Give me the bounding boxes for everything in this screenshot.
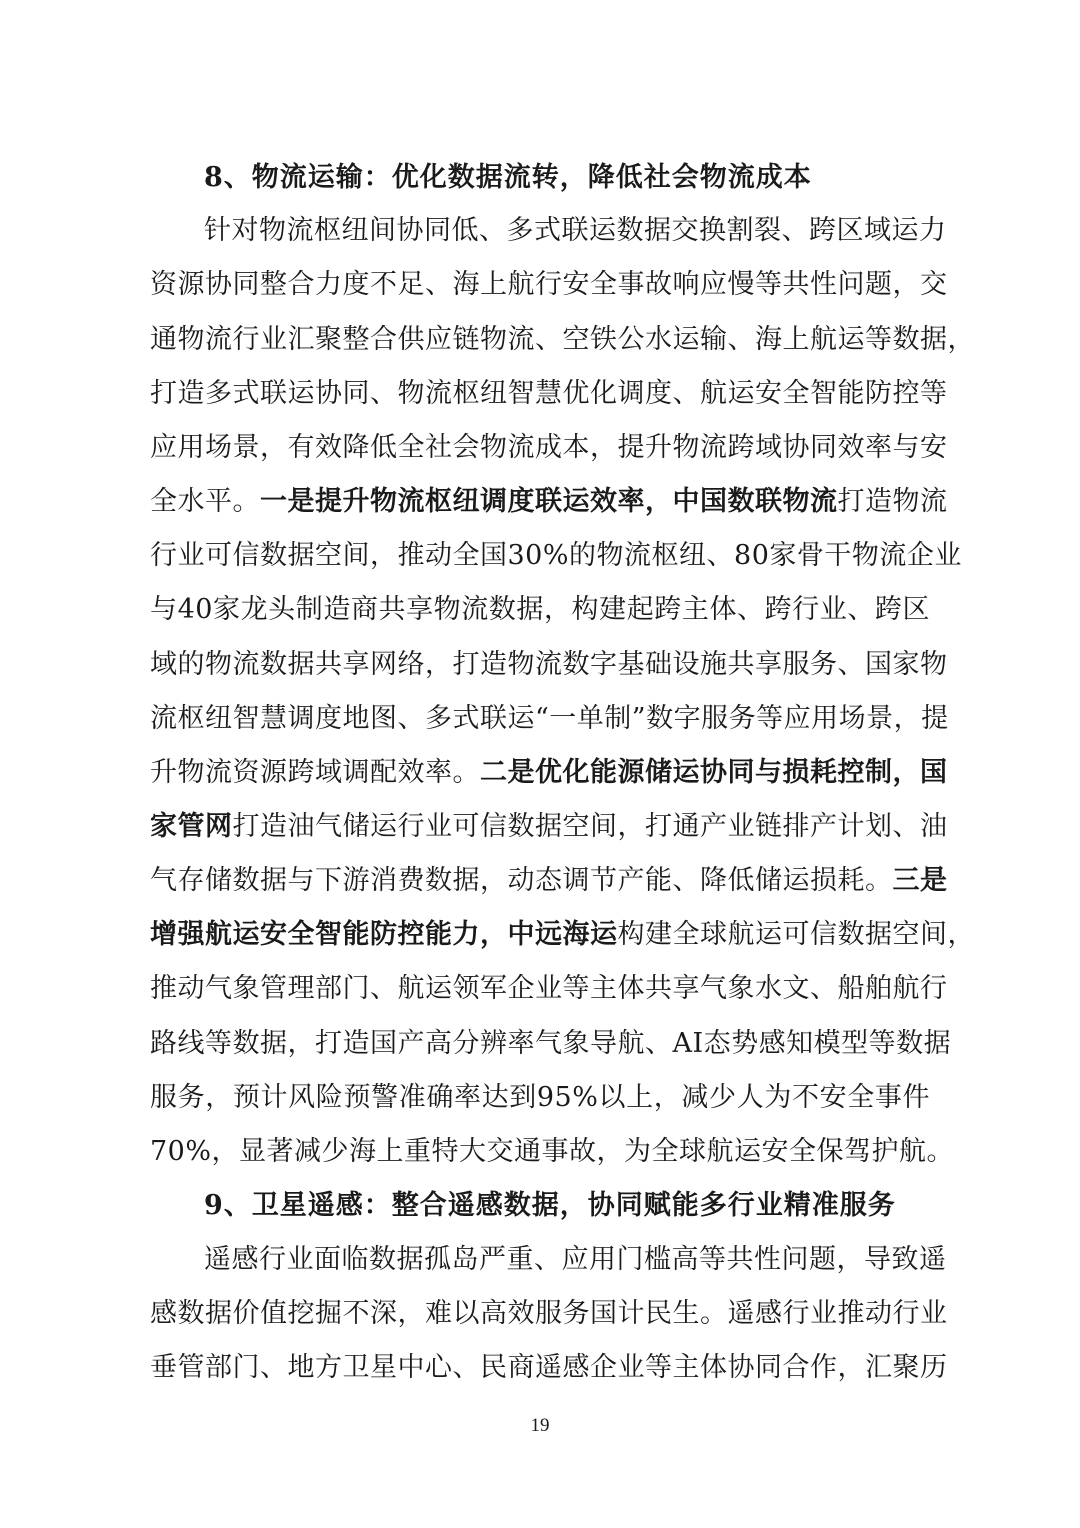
bold-text: 二是优化能源储运协同与损耗控制，国 [480, 757, 948, 788]
paragraph-line: 资源协同整合力度不足、海上航行安全事故响应慢等共性问题，交 [150, 269, 948, 300]
paragraph-line: 与40家龙头制造商共享物流数据，构建起跨主体、跨行业、跨区 [150, 594, 930, 625]
bold-text: 家管网 [150, 811, 233, 842]
plain-text: 构建全球航运可信数据空间， [617, 919, 975, 950]
paragraph-line [150, 753, 948, 793]
paragraph-line: 路线等数据，打造国产高分辨率气象导航、AI态势感知模型等数据 [150, 1028, 952, 1059]
plain-text: 全水平。 [150, 486, 260, 517]
page-number: 19 [530, 1415, 550, 1436]
paragraph-line: 行业可信数据空间，推动全国30%的物流枢纽、80家骨干物流企业 [150, 540, 962, 571]
paragraph-line [150, 861, 948, 901]
paragraph-line: 感数据价值挖掘不深，难以高效服务国计民生。遥感行业推动行业 [150, 1298, 948, 1329]
paragraph-line: 遥感行业面临数据孤岛严重、应用门槛高等共性问题，导致遥 [204, 1244, 947, 1275]
paragraph-line: 服务，预计风险预警准确率达到95%以上，减少人为不安全事件 [150, 1082, 930, 1113]
plain-text: 打造油气储运行业可信数据空间，打通产业链排产计划、油 [232, 811, 948, 842]
bold-text: 一是提升物流枢纽调度联运效率，中国数联物流 [260, 486, 838, 517]
paragraph-line: 域的物流数据共享网络，打造物流数字基础设施共享服务、国家物 [150, 649, 948, 680]
paragraph-line [150, 915, 975, 955]
paragraph-line: 打造多式联运协同、物流枢纽智慧优化调度、航运安全智能防控等 [150, 378, 948, 409]
paragraph-line [150, 807, 948, 847]
paragraph-line: 流枢纽智慧调度地图、多式联运“一单制”数字服务等应用场景，提 [150, 703, 949, 734]
paragraph-line: 针对物流枢纽间协同低、多式联运数据交换割裂、跨区域运力 [204, 215, 947, 246]
paragraph-line: 通物流行业汇聚整合供应链物流、空铁公水运输、海上航运等数据， [150, 324, 975, 355]
section-9-heading: 9、卫星遥感：整合遥感数据，协同赋能多行业精准服务 [204, 1190, 896, 1221]
bold-text: 增强航运安全智能防控能力，中远海运 [150, 919, 618, 950]
paragraph-line: 应用场景，有效降低全社会物流成本，提升物流跨域协同效率与安 [150, 432, 948, 463]
plain-text: 打造物流 [837, 486, 948, 517]
section-8-heading: 8、物流运输：优化数据流转，降低社会物流成本 [204, 162, 812, 193]
paragraph-line [150, 482, 948, 522]
bold-text: 三是 [892, 865, 948, 896]
plain-text: 气存储数据与下游消费数据，动态调节产能、降低储运损耗。 [150, 865, 893, 896]
plain-text: 升物流资源跨域调配效率。 [150, 757, 480, 788]
paragraph-line: 垂管部门、地方卫星中心、民商遥感企业等主体协同合作，汇聚历 [150, 1352, 948, 1383]
paragraph-line: 70%，显著减少海上重特大交通事故，为全球航运安全保驾护航。 [150, 1136, 955, 1167]
paragraph-line: 推动气象管理部门、航运领军企业等主体共享气象水文、船舶航行 [150, 973, 948, 1004]
